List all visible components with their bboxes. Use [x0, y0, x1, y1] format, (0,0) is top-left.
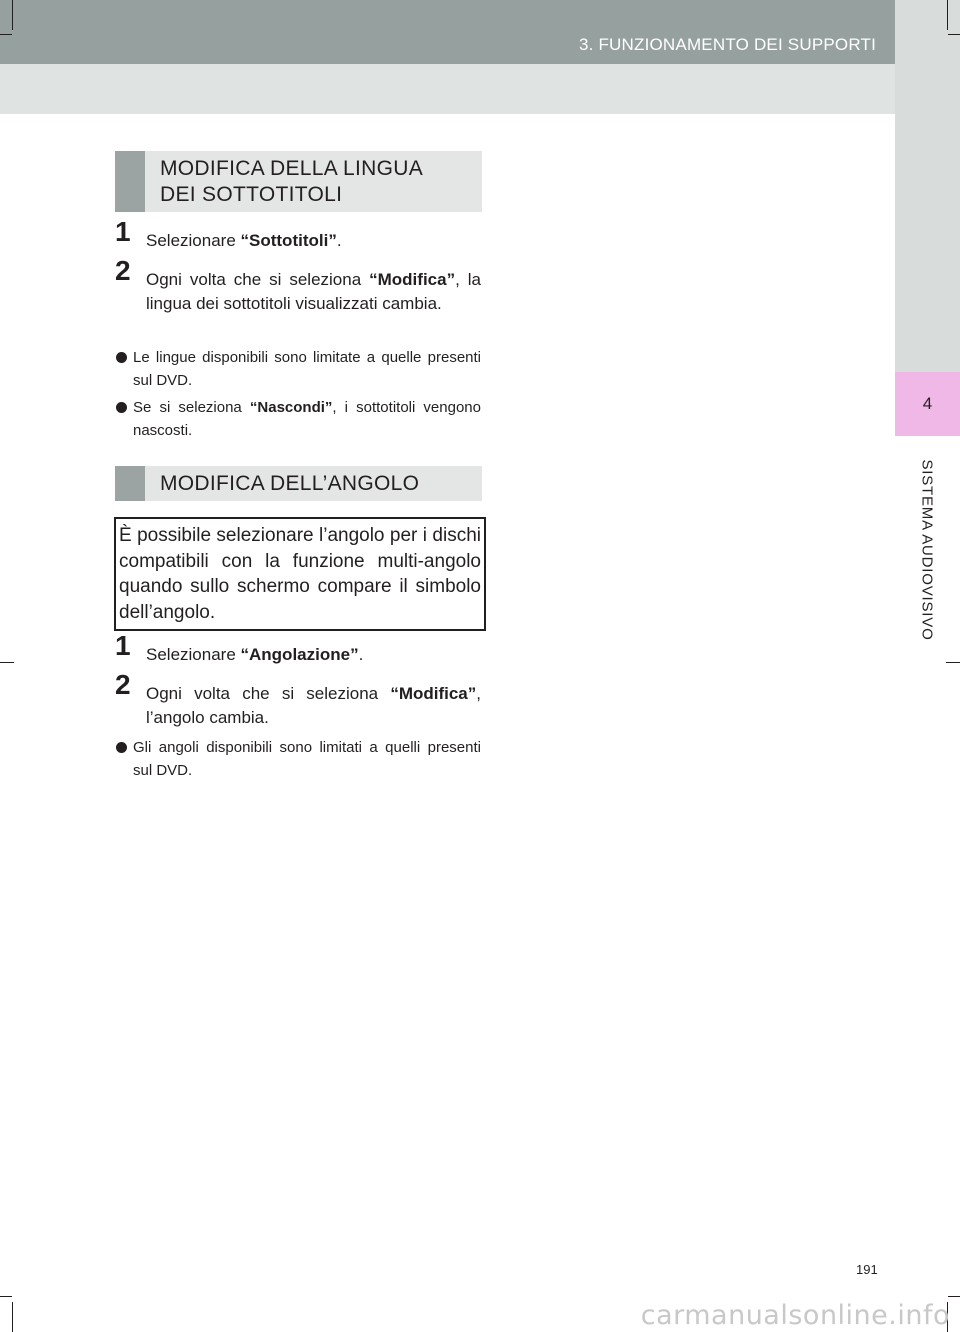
watermark: carmanualsonline.info: [640, 1300, 950, 1331]
option-angolazione: “Angolazione”: [240, 645, 359, 664]
note-angles: [115, 736, 481, 782]
chapter-tab-label: SISTEMA AUDIOVISIVO: [918, 459, 936, 641]
chapter-title: 3. FUNZIONAMENTO DEI SUPPORTI: [578, 35, 876, 54]
chapter-tab-number: 4: [895, 372, 960, 436]
header-subband: [0, 64, 960, 114]
crop-mark: [948, 1296, 960, 1297]
info-box: È possibile selezionare l’angolo per i dischi compatibili con la funzione multi-angolo quando sullo schermo compare il simbolo dell’angolo.: [114, 517, 486, 631]
section-title-line: MODIFICA DELLA LINGUA: [160, 157, 424, 180]
crop-mark: [0, 662, 14, 663]
section-title: MODIFICA DELL’ANGOLO: [160, 472, 420, 495]
step-2-angle: [115, 669, 481, 730]
crop-mark: [12, 1302, 13, 1332]
note-languages: [115, 346, 481, 392]
section-header-subtitles: [115, 151, 482, 212]
step-text: Selezionare “Sottotitoli”.: [146, 231, 342, 250]
option-modifica: “Modifica”: [390, 684, 477, 703]
step-number: 1: [115, 216, 131, 247]
option-modifica: “Modifica”: [369, 270, 456, 289]
crop-mark: [0, 1296, 12, 1297]
side-tab-background: [895, 0, 960, 372]
note-hide: [115, 396, 481, 442]
crop-mark: [946, 662, 960, 663]
option-nascondi: “Nascondi”: [249, 399, 333, 416]
option-sottotitoli: “Sottotitoli”: [240, 231, 337, 250]
bullet-dot-icon: [116, 402, 127, 413]
section-header-bar: [115, 151, 145, 212]
crop-mark: [948, 34, 960, 35]
step-number: 2: [115, 255, 131, 286]
step-text: Ogni volta che si seleziona “Modifica”, la lingua dei sottotitoli visualizzati cambia.: [146, 270, 481, 313]
crop-mark: [12, 0, 13, 30]
step-number: 2: [115, 669, 131, 700]
note-text: Se si seleziona “Nascondi”, i sottotitoli vengono nascosti.: [133, 399, 481, 439]
note-text: Le lingue disponibili sono limitate a quelle presenti sul DVD.: [133, 349, 481, 389]
page-number: 191: [856, 1262, 878, 1277]
step-text: Selezionare “Angolazione”.: [146, 645, 364, 664]
section-header-angle: [115, 466, 482, 501]
step-1-subtitles: [115, 216, 481, 253]
step-number: 1: [115, 630, 131, 661]
section-header-bar: [115, 466, 145, 501]
crop-mark: [947, 0, 948, 30]
note-text: Gli angoli disponibili sono limitati a quelli presenti sul DVD.: [133, 739, 481, 779]
crop-mark: [0, 34, 12, 35]
step-text: Ogni volta che si seleziona “Modifica”, l’angolo cambia.: [146, 684, 481, 727]
step-1-angle: [115, 630, 481, 667]
step-2-subtitles: [115, 255, 481, 316]
section-title: [160, 156, 472, 208]
bullet-dot-icon: [116, 742, 127, 753]
bullet-dot-icon: [116, 352, 127, 363]
section-title-line: DEI SOTTOTITOLI: [160, 183, 343, 206]
